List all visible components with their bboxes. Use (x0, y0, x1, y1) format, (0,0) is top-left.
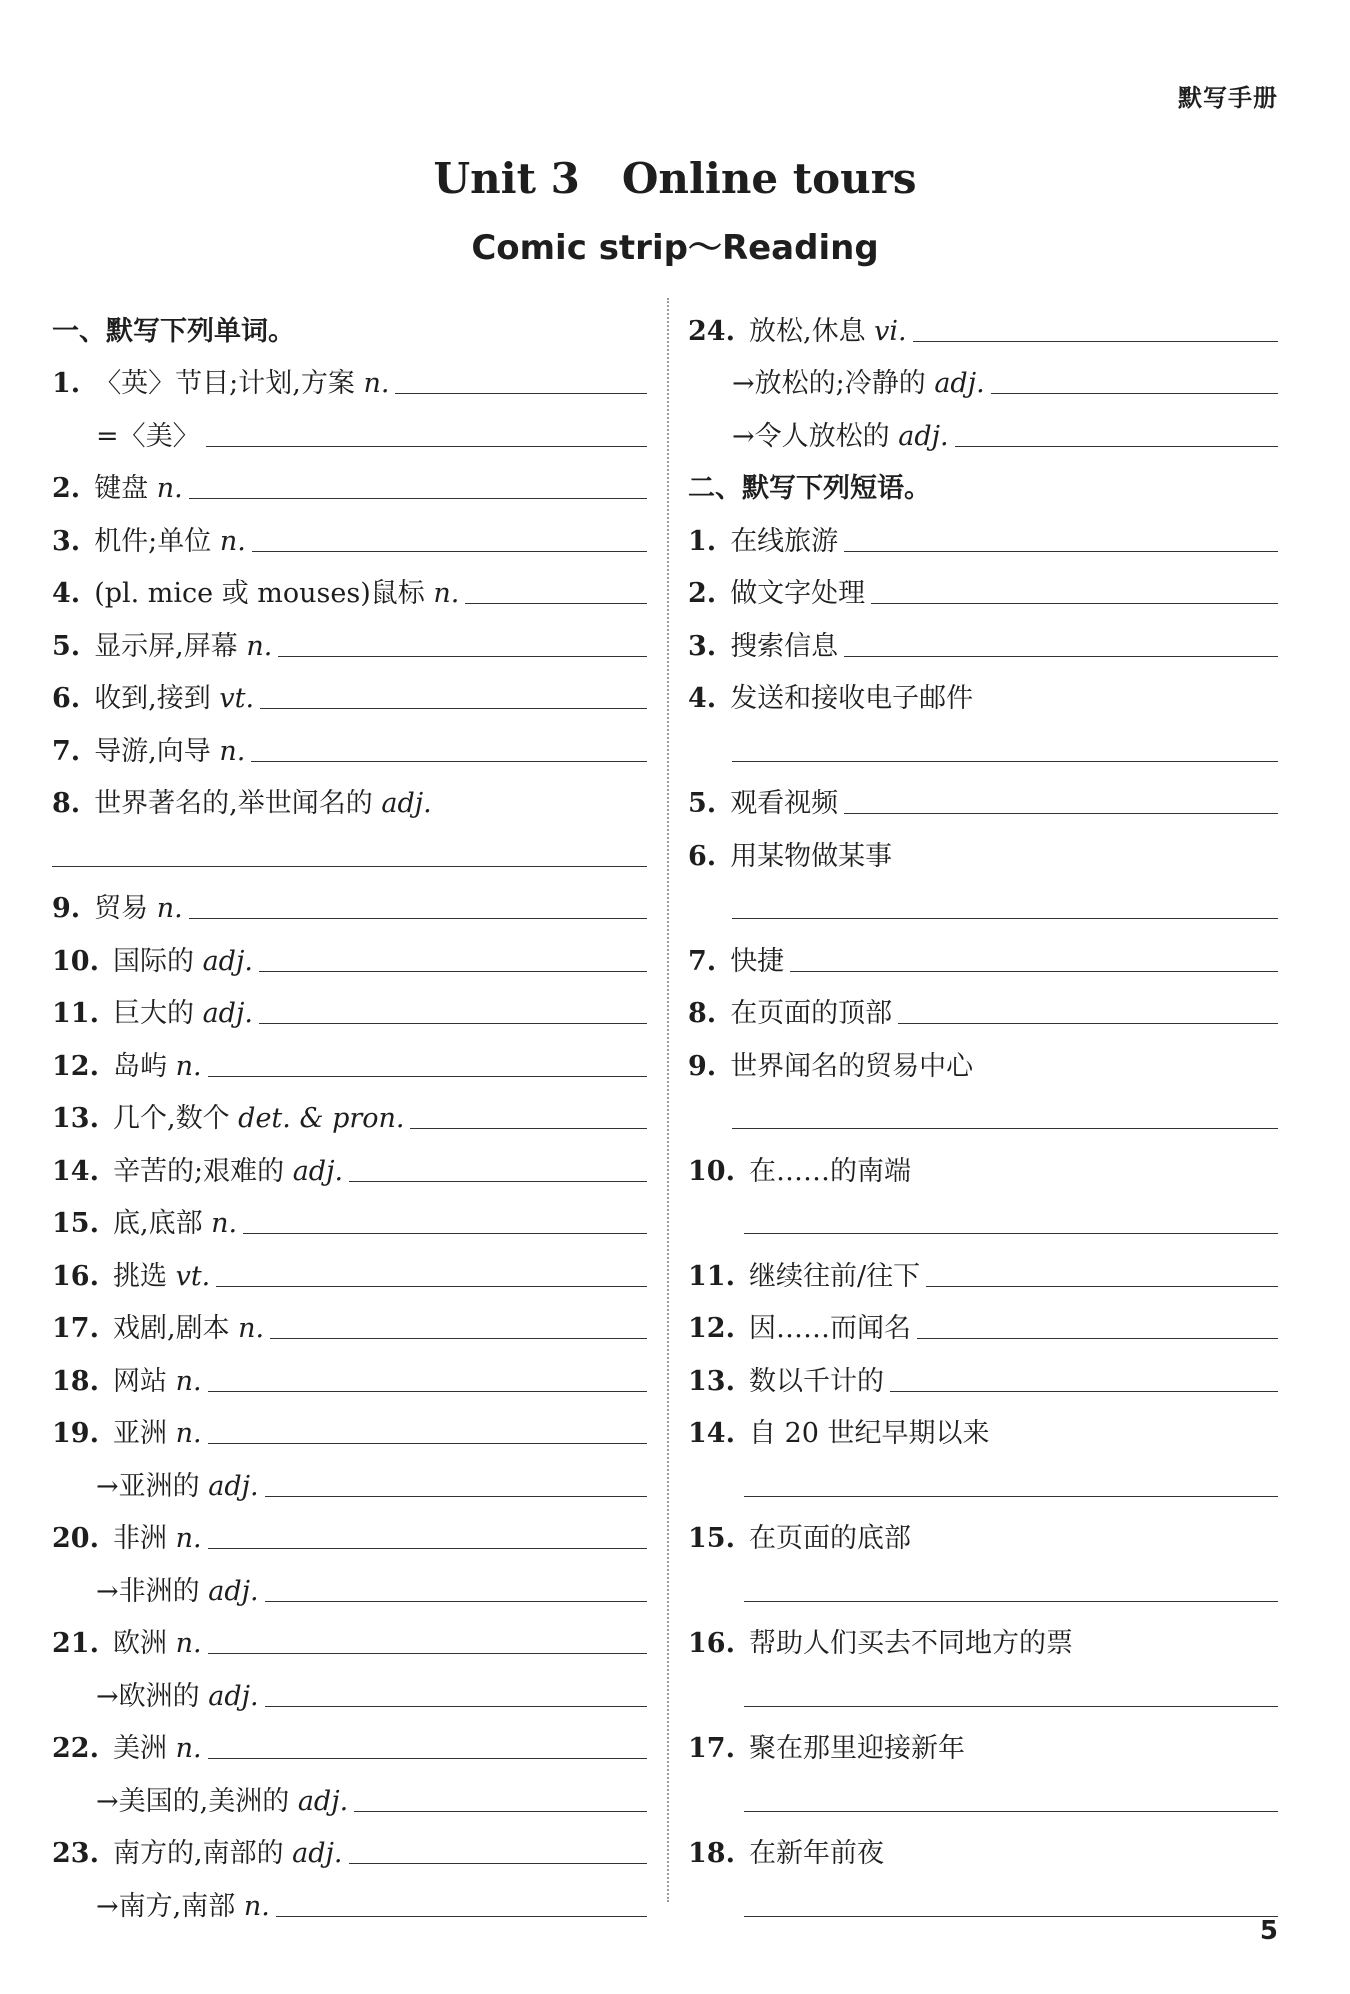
list-item (52, 345, 647, 398)
answer-line[interactable] (208, 1757, 647, 1759)
item-prompt: 快捷 (730, 945, 785, 977)
list-item (52, 450, 647, 503)
list-item (52, 712, 647, 765)
section-subtitle: Comic strip～Reading (471, 228, 879, 268)
item-number: 11. (688, 1260, 735, 1292)
item-number: 1. (688, 525, 717, 557)
item-prompt: 戏剧,剧本 (112, 1313, 230, 1344)
list-item (52, 555, 647, 608)
answer-line[interactable] (744, 1495, 1278, 1497)
answer-line[interactable] (276, 1915, 647, 1917)
answer-line[interactable] (991, 392, 1278, 394)
list-item (52, 1500, 647, 1553)
item-prompt: 挑选 (112, 1260, 167, 1292)
handbook-label: 默写手册 (1178, 84, 1278, 112)
item-prompt: 国际的 (112, 945, 194, 977)
item-number: 16. (52, 1260, 99, 1292)
list-item (52, 397, 647, 450)
answer-line[interactable] (349, 1180, 647, 1182)
item-number: 3. (688, 630, 717, 662)
item-prompt: →非洲的 (96, 1575, 200, 1607)
list-item (52, 502, 647, 555)
item-prompt: →南方,南部 (96, 1890, 236, 1922)
list-item (52, 1237, 647, 1290)
list-item (52, 765, 647, 818)
item-prompt: 辛苦的;艰难的 (112, 1155, 285, 1187)
item-number: 10. (688, 1155, 735, 1187)
answer-row (688, 1657, 1278, 1710)
list-item (52, 1342, 647, 1395)
list-item (688, 765, 1278, 818)
item-number: 9. (688, 1050, 717, 1082)
answer-line[interactable] (208, 1652, 647, 1654)
item-number: 12. (52, 1050, 99, 1082)
item-prompt: 数以千计的 (748, 1365, 884, 1397)
section-heading (688, 450, 1278, 503)
answer-line[interactable] (243, 1232, 647, 1234)
answer-line[interactable] (790, 970, 1278, 972)
list-item (52, 870, 647, 923)
item-prompt: 世界著名的,举世闻名的 (94, 788, 373, 819)
answer-line[interactable] (208, 1547, 647, 1549)
part-of-speech: n. (211, 1208, 238, 1239)
list-item (688, 975, 1278, 1028)
item-prompt: 聚在那里迎接新年 (748, 1733, 965, 1764)
answer-line[interactable] (208, 1442, 647, 1444)
answer-line[interactable] (270, 1337, 647, 1339)
item-number: 22. (52, 1733, 99, 1764)
part-of-speech: n. (219, 735, 246, 767)
part-of-speech: det. & pron. (238, 1103, 405, 1134)
part-of-speech: vi. (874, 315, 907, 347)
answer-line[interactable] (732, 1127, 1278, 1129)
list-item (52, 1185, 647, 1238)
list-item (688, 1132, 1278, 1185)
answer-row (688, 1447, 1278, 1500)
answer-line[interactable] (189, 497, 647, 499)
item-number: 13. (52, 1103, 99, 1134)
list-item (52, 1815, 647, 1868)
item-prompt: 继续往前/往下 (748, 1260, 921, 1292)
item-number: 6. (688, 840, 717, 872)
part-of-speech: adj. (381, 788, 432, 819)
item-prompt: 发送和接收电子邮件 (730, 683, 974, 714)
item-prompt: 岛屿 (112, 1050, 167, 1082)
list-item (52, 660, 647, 713)
section-heading (52, 292, 647, 345)
answer-line[interactable] (252, 550, 647, 552)
answer-line[interactable] (260, 707, 647, 709)
answer-line[interactable] (259, 970, 647, 972)
item-prompt: 底,底部 (112, 1208, 203, 1239)
part-of-speech: n. (156, 473, 183, 504)
part-of-speech: adj. (208, 1680, 259, 1712)
list-item (688, 1605, 1278, 1658)
answer-line[interactable] (890, 1390, 1278, 1392)
part-of-speech: n. (175, 1523, 202, 1554)
answer-row (688, 1762, 1278, 1815)
answer-line[interactable] (926, 1285, 1278, 1287)
part-of-speech: vt. (219, 683, 255, 714)
answer-line[interactable] (955, 445, 1278, 447)
answer-line[interactable] (395, 392, 647, 394)
item-number: 15. (688, 1523, 735, 1554)
list-item (688, 555, 1278, 608)
item-prompt: 自 20 世纪早期以来 (748, 1418, 990, 1449)
list-item (688, 1815, 1278, 1868)
list-item (52, 1657, 647, 1710)
item-number: 17. (52, 1313, 99, 1344)
part-of-speech: n. (175, 1050, 202, 1082)
item-prompt: 网站 (112, 1365, 167, 1397)
answer-row (52, 817, 647, 870)
item-prompt: 欧洲 (112, 1628, 167, 1659)
list-item (688, 292, 1278, 345)
list-item (688, 1500, 1278, 1553)
part-of-speech: adj. (208, 1470, 259, 1502)
item-prompt: 在线旅游 (730, 525, 839, 557)
part-of-speech: adj. (297, 1785, 349, 1817)
part-of-speech: n. (243, 1890, 270, 1922)
list-item (688, 607, 1278, 660)
part-of-speech: n. (219, 525, 246, 557)
list-item (688, 922, 1278, 975)
item-prompt: 贸易 (94, 893, 149, 924)
item-prompt: =〈美〉 (96, 420, 200, 452)
item-number: 6. (52, 683, 81, 714)
item-number: 23. (52, 1838, 99, 1869)
item-number: 24. (688, 315, 735, 347)
answer-line[interactable] (208, 1075, 647, 1077)
item-number: 14. (688, 1418, 735, 1449)
list-item (52, 1395, 647, 1448)
item-prompt: 显示屏,屏幕 (94, 630, 238, 662)
page-number: 5 (1259, 1916, 1278, 1946)
part-of-speech: adj. (934, 368, 985, 399)
answer-row (688, 1080, 1278, 1133)
part-of-speech: adj. (202, 945, 253, 977)
list-item (52, 1132, 647, 1185)
item-prompt: 用某物做某事 (730, 840, 893, 872)
list-item (688, 1237, 1278, 1290)
list-item (52, 1710, 647, 1763)
answer-line[interactable] (732, 760, 1278, 762)
item-number: 21. (52, 1628, 99, 1659)
list-item (52, 1605, 647, 1658)
item-prompt: 收到,接到 (94, 683, 211, 714)
item-number: 11. (52, 998, 99, 1029)
answer-row (688, 1552, 1278, 1605)
list-item (688, 345, 1278, 398)
item-number: 8. (52, 788, 81, 819)
item-prompt: 世界闻名的贸易中心 (730, 1050, 974, 1082)
answer-line[interactable] (744, 1915, 1278, 1917)
part-of-speech: n. (175, 1628, 202, 1659)
answer-line[interactable] (871, 602, 1278, 604)
item-number: 12. (688, 1313, 735, 1344)
item-prompt: →放松的;冷静的 (732, 368, 926, 399)
answer-row (688, 1867, 1278, 1920)
item-prompt: →令人放松的 (732, 420, 890, 452)
part-of-speech: vt. (175, 1260, 211, 1292)
item-prompt: 在新年前夜 (748, 1838, 884, 1869)
item-number: 15. (52, 1208, 99, 1239)
part-of-speech: n. (246, 630, 273, 662)
list-item (688, 1710, 1278, 1763)
item-number: 5. (52, 630, 81, 662)
list-item (688, 1290, 1278, 1343)
list-item (52, 1027, 647, 1080)
item-prompt: 帮助人们买去不同地方的票 (748, 1628, 1073, 1659)
part-of-speech: n. (175, 1418, 202, 1449)
item-prompt: 南方的,南部的 (112, 1838, 284, 1869)
item-prompt: 在……的南端 (748, 1155, 911, 1187)
answer-line[interactable] (732, 917, 1278, 919)
list-item (688, 817, 1278, 870)
answer-line[interactable] (465, 602, 647, 604)
answer-row (688, 712, 1278, 765)
item-number: 4. (688, 683, 717, 714)
answer-line[interactable] (208, 1390, 647, 1392)
section-title-words: 一、默写下列单词。 (52, 315, 295, 347)
part-of-speech: adj. (208, 1575, 259, 1607)
answer-line[interactable] (265, 1705, 647, 1707)
list-item (688, 1342, 1278, 1395)
list-item (52, 1290, 647, 1343)
item-number: 4. (52, 578, 81, 609)
item-number: 3. (52, 525, 81, 557)
item-prompt: →美国的,美洲的 (96, 1785, 290, 1817)
answer-line[interactable] (189, 917, 647, 919)
item-number: 16. (688, 1628, 735, 1659)
answer-line[interactable] (844, 655, 1278, 657)
item-prompt: 键盘 (94, 473, 149, 504)
list-item (688, 1395, 1278, 1448)
answer-line[interactable] (349, 1862, 647, 1864)
part-of-speech: n. (238, 1313, 265, 1344)
list-item (52, 1762, 647, 1815)
part-of-speech: adj. (898, 420, 949, 452)
item-prompt: →欧洲的 (96, 1680, 200, 1712)
item-prompt: 非洲 (112, 1523, 167, 1554)
item-prompt: 亚洲 (112, 1418, 167, 1449)
item-number: 8. (688, 998, 717, 1029)
answer-line[interactable] (744, 1705, 1278, 1707)
unit-title: Unit 3 Online tours (433, 154, 917, 203)
answer-line[interactable] (259, 1022, 647, 1024)
item-prompt: 因……而闻名 (748, 1313, 911, 1344)
item-number: 1. (52, 368, 81, 399)
answer-line[interactable] (913, 340, 1278, 342)
list-item (688, 397, 1278, 450)
section-title-phrases: 二、默写下列短语。 (688, 473, 931, 504)
item-number: 20. (52, 1523, 99, 1554)
item-prompt: 观看视频 (730, 788, 839, 819)
answer-line[interactable] (52, 865, 647, 867)
list-item (52, 1080, 647, 1133)
item-number: 5. (688, 788, 717, 819)
answer-line[interactable] (251, 760, 647, 762)
item-number: 14. (52, 1155, 99, 1187)
word-dictation-column (52, 292, 647, 1920)
list-item (52, 975, 647, 1028)
answer-line[interactable] (744, 1232, 1278, 1234)
item-prompt: →亚洲的 (96, 1470, 200, 1502)
item-number: 18. (688, 1838, 735, 1869)
answer-line[interactable] (206, 445, 647, 447)
answer-line[interactable] (898, 1022, 1278, 1024)
answer-line[interactable] (410, 1127, 647, 1129)
answer-line[interactable] (844, 812, 1278, 814)
part-of-speech: adj. (202, 998, 253, 1029)
list-item (52, 1552, 647, 1605)
item-number: 13. (688, 1365, 735, 1397)
part-of-speech: n. (363, 368, 390, 399)
item-prompt: 几个,数个 (112, 1103, 230, 1134)
item-number: 18. (52, 1365, 99, 1397)
part-of-speech: n. (175, 1733, 202, 1764)
answer-line[interactable] (278, 655, 647, 657)
item-number: 9. (52, 893, 81, 924)
item-prompt: 导游,向导 (94, 735, 211, 767)
phrase-dictation-column (688, 292, 1278, 1920)
answer-line[interactable] (216, 1285, 647, 1287)
item-number: 2. (52, 473, 81, 504)
item-prompt: 机件;单位 (94, 525, 212, 557)
item-prompt: 放松,休息 (748, 315, 866, 347)
answer-line[interactable] (265, 1600, 647, 1602)
list-item (688, 660, 1278, 713)
item-number: 7. (688, 945, 717, 977)
item-number: 10. (52, 945, 99, 977)
list-item (52, 1447, 647, 1500)
answer-line[interactable] (744, 1600, 1278, 1602)
item-number: 7. (52, 735, 81, 767)
item-prompt: 搜索信息 (730, 630, 839, 662)
list-item (688, 1027, 1278, 1080)
part-of-speech: adj. (292, 1155, 344, 1187)
list-item (52, 1867, 647, 1920)
item-number: 19. (52, 1418, 99, 1449)
answer-line[interactable] (917, 1337, 1278, 1339)
item-prompt: 在页面的底部 (748, 1523, 911, 1554)
item-prompt: 做文字处理 (730, 578, 866, 609)
item-number: 2. (688, 578, 717, 609)
part-of-speech: n. (175, 1365, 202, 1397)
answer-row (688, 1185, 1278, 1238)
answer-line[interactable] (265, 1495, 647, 1497)
answer-line[interactable] (744, 1810, 1278, 1812)
item-prompt: 美洲 (112, 1733, 167, 1764)
item-prompt: 〈英〉节目;计划,方案 (94, 368, 355, 399)
answer-line[interactable] (354, 1810, 647, 1812)
part-of-speech: n. (433, 578, 460, 609)
item-prompt: 在页面的顶部 (730, 998, 893, 1029)
list-item (52, 607, 647, 660)
answer-line[interactable] (844, 550, 1278, 552)
column-divider (667, 298, 669, 1902)
item-prompt: (pl. mice 或 mouses)鼠标 (94, 578, 425, 609)
list-item (688, 502, 1278, 555)
list-item (52, 922, 647, 975)
part-of-speech: adj. (292, 1838, 343, 1869)
item-number: 17. (688, 1733, 735, 1764)
part-of-speech: n. (156, 893, 183, 924)
item-prompt: 巨大的 (112, 998, 194, 1029)
answer-row (688, 870, 1278, 923)
